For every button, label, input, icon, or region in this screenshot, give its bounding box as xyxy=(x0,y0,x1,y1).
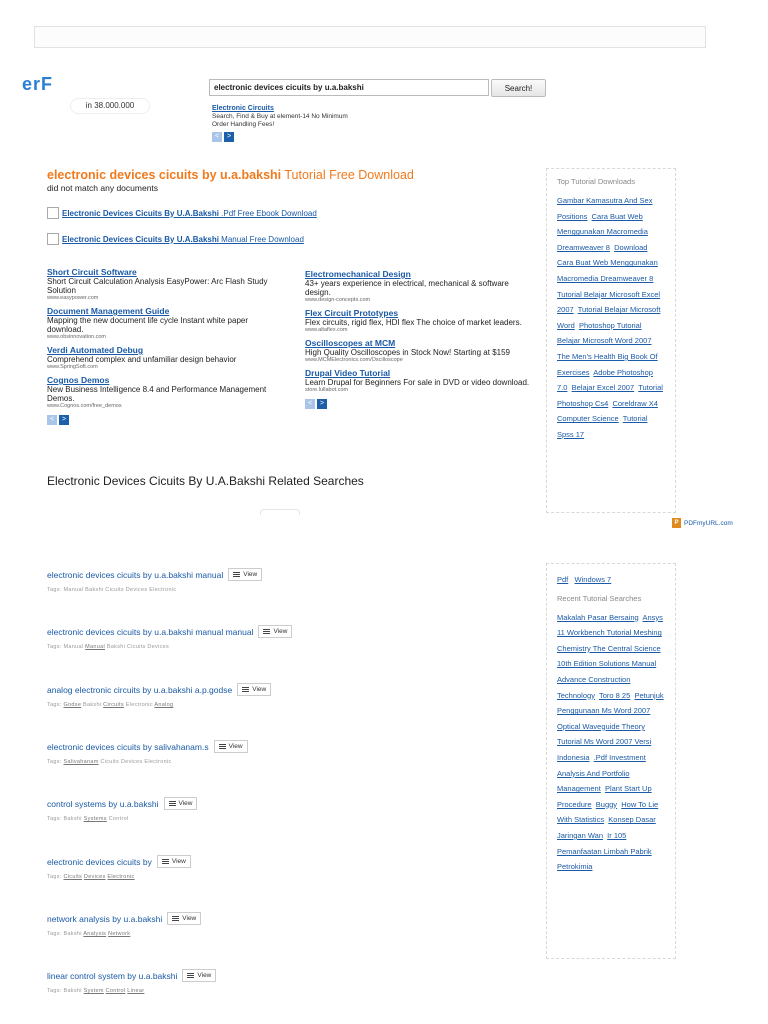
ad-url[interactable]: www.SpringSoft.com xyxy=(47,364,98,370)
list-icon xyxy=(169,801,176,806)
sidebar-link[interactable]: Tutorial Photoshop Cs4 xyxy=(557,383,663,408)
result-tags xyxy=(47,874,191,880)
result-item xyxy=(47,969,216,994)
tags-prefix: Tags: xyxy=(47,874,62,880)
result-title-link[interactable]: network analysis by u.a.bakshi xyxy=(47,913,163,924)
top-downloads-sidebar xyxy=(546,168,676,513)
tag[interactable]: Godse xyxy=(63,702,82,708)
tags-prefix: Tags: xyxy=(47,702,62,708)
checkbox[interactable] xyxy=(47,207,59,219)
sidebar-link[interactable]: Plant Start Up Procedure xyxy=(557,784,652,809)
top-ad-line2: Order Handling Fees! xyxy=(212,121,275,128)
tag: Devices xyxy=(147,644,170,650)
result-tags xyxy=(47,816,197,822)
result-row xyxy=(47,568,262,581)
sidebar-link[interactable]: The Men's Health Big Book Of Exercises xyxy=(557,351,658,377)
next-arrow-icon[interactable]: > xyxy=(224,132,234,142)
tag: Bakshi xyxy=(63,988,82,994)
result-tags xyxy=(47,702,271,708)
ad-item xyxy=(47,346,272,371)
tag: Cicuits xyxy=(105,587,124,593)
ad-url[interactable]: www.MCMElectronics.com/Oscilloscope xyxy=(305,357,403,363)
ad-title[interactable]: Short Circuit Software xyxy=(47,267,137,277)
tag: Bakshi xyxy=(106,644,126,650)
tags-prefix: Tags: xyxy=(47,931,62,937)
download-link-text[interactable]: Electronic Devices Cicuits By U.A.Bakshi Manual Free Download xyxy=(62,234,304,244)
ad-title[interactable]: Document Management Guide xyxy=(47,306,170,316)
ad-desc: New Business Intelligence 8.4 and Performance Management Demos. xyxy=(47,385,267,403)
download-link-text[interactable]: Electronic Devices Cicuits By U.A.Bakshi .Pdf Free Ebook Download xyxy=(62,208,317,218)
sidebar-link[interactable]: Makalah Pasar Bersaing xyxy=(557,612,639,622)
tag: Electronic xyxy=(125,702,153,708)
tag[interactable]: Network xyxy=(108,931,131,937)
result-row xyxy=(47,797,197,810)
list-icon xyxy=(242,687,249,692)
ads-left-pager xyxy=(47,415,272,425)
list-icon xyxy=(233,572,240,577)
result-tags xyxy=(47,587,262,593)
result-item xyxy=(47,740,248,765)
tags-prefix: Tags: xyxy=(47,988,62,994)
sidebar-link[interactable]: Computer Science xyxy=(557,414,619,424)
tag: Devices xyxy=(120,759,143,765)
view-label: View xyxy=(182,915,197,922)
sidebar-link[interactable]: Tutorial Belajar Microsoft Excel 2007 xyxy=(557,289,661,315)
ad-desc: Mapping the new document life cycle Instant white paper download. xyxy=(47,316,249,334)
sidebar-link[interactable]: Pemanfaatan Limbah Pabrik Petrokimia xyxy=(557,846,652,872)
view-label: View xyxy=(252,686,267,693)
list-icon xyxy=(263,629,270,634)
result-item xyxy=(47,797,197,822)
search-button[interactable]: Search! xyxy=(491,79,546,97)
result-title-link[interactable]: electronic devices cicuits by xyxy=(47,856,152,867)
ads-right-column xyxy=(305,270,530,409)
result-item xyxy=(47,683,271,708)
sidebar-link[interactable]: Ir 105 xyxy=(607,830,627,840)
sidebar-links xyxy=(557,193,665,443)
view-label: View xyxy=(273,628,288,635)
ad-item xyxy=(305,369,530,394)
tag: Cicuits xyxy=(100,759,120,765)
tag[interactable]: Analog xyxy=(154,702,174,708)
next-arrow-icon[interactable]: > xyxy=(317,399,327,409)
view-button[interactable] xyxy=(258,625,292,638)
tag[interactable]: Control xyxy=(105,988,126,994)
sidebar-link[interactable]: Ansys 11 Workbench Tutorial Meshing xyxy=(557,612,663,638)
prev-arrow-icon[interactable]: < xyxy=(47,415,57,425)
pdfmyurl-label: PDFmyURL.com xyxy=(684,519,733,527)
ad-url[interactable]: store.lullabot.com xyxy=(305,387,349,393)
sidebar-link[interactable]: Tutorial Spss 17 xyxy=(557,414,648,439)
result-item xyxy=(47,625,292,650)
sidebar-link[interactable]: Tutorial Ms Word 2007 Versi Indonesia xyxy=(557,737,652,762)
top-ad-title[interactable]: Electronic Circuits xyxy=(212,105,274,112)
sidebar-link[interactable]: Chemistry The Central Science 10th Edition Solutions Manual xyxy=(557,643,661,669)
sidebar-link[interactable]: Buggy xyxy=(595,799,618,809)
tag[interactable]: Linear xyxy=(127,988,145,994)
tag[interactable]: Salivahanam xyxy=(63,759,99,765)
view-button[interactable] xyxy=(237,683,271,696)
ad-item xyxy=(47,376,272,410)
view-button[interactable] xyxy=(164,797,198,810)
top-ad xyxy=(212,105,452,142)
result-title-link[interactable]: electronic devices cicuits by salivahanam.s xyxy=(47,741,209,752)
result-tags xyxy=(47,988,216,994)
result-row xyxy=(47,855,191,868)
ad-item xyxy=(305,339,530,364)
sidebar-link[interactable]: .Pdf Investment Analysis And Portfolio Management xyxy=(557,752,646,794)
tag[interactable]: Devices xyxy=(83,874,106,880)
download-link-1[interactable] xyxy=(47,207,317,219)
ad-title[interactable]: Cognos Demos xyxy=(47,375,110,385)
sidebar-link[interactable]: Tutorial Belajar Microsoft Word xyxy=(557,305,661,330)
ad-title[interactable]: Flex Circuit Prototypes xyxy=(305,308,399,318)
sidebar-lead-links xyxy=(557,572,665,588)
view-label: View xyxy=(197,972,212,979)
tag: Manual xyxy=(63,587,84,593)
tags-prefix: Tags: xyxy=(47,644,62,650)
related-searches-heading: Electronic Devices Cicuits By U.A.Bakshi Related Searches xyxy=(47,474,364,488)
view-button[interactable] xyxy=(182,969,216,982)
tag: Electronic xyxy=(144,759,172,765)
sidebar-link[interactable]: Petunjuk Penggunaan Ms Word 2007 xyxy=(557,690,664,716)
ad-title[interactable]: Verdi Automated Debug xyxy=(47,345,144,355)
view-button[interactable] xyxy=(214,740,248,753)
tag: Bakshi xyxy=(85,587,104,593)
ad-title[interactable]: Drupal Video Tutorial xyxy=(305,368,391,378)
sidebar-link[interactable]: Gambar Kamasutra And Sex Positions xyxy=(557,196,653,221)
prev-arrow-icon[interactable]: < xyxy=(212,132,222,142)
pdf-icon: P xyxy=(672,518,681,528)
ad-url[interactable]: www.obsinnovation.com xyxy=(47,334,107,340)
ad-url[interactable]: www.altaflex.com xyxy=(305,327,348,333)
top-ad-pager xyxy=(212,132,452,142)
no-match-text: did not match any documents xyxy=(47,183,159,193)
sidebar-link[interactable]: Toro 8 25 xyxy=(599,690,631,700)
result-item xyxy=(47,855,191,880)
view-button[interactable] xyxy=(157,855,191,868)
view-label: View xyxy=(171,858,186,865)
tag[interactable]: Systems xyxy=(83,816,107,822)
result-tags xyxy=(47,931,201,937)
sidebar-links xyxy=(557,610,665,875)
ad-item xyxy=(47,268,272,302)
ad-desc: 43+ years experience in electrical, mechanical & software design. xyxy=(305,279,509,297)
checkbox[interactable] xyxy=(47,233,59,245)
list-icon xyxy=(187,973,194,978)
ad-url[interactable]: www.easypower.com xyxy=(47,295,99,301)
result-title-link[interactable]: electronic devices cicuits by u.a.bakshi manual xyxy=(47,569,224,580)
page-headline xyxy=(47,168,414,182)
site-logo[interactable]: erF xyxy=(22,74,54,94)
tag: Bakshi xyxy=(83,702,102,708)
view-button[interactable] xyxy=(228,568,262,581)
ads-right-pager xyxy=(305,399,530,409)
collapse-tab[interactable] xyxy=(260,509,300,515)
sidebar-link[interactable]: Konsep Dasar Jaringan Wan xyxy=(557,815,656,840)
ad-url[interactable]: www.design-concepts.com xyxy=(305,297,371,303)
result-tags xyxy=(47,644,292,650)
sidebar-link[interactable]: Photoshop Tutorial Belajar Microsoft Word 2007 xyxy=(557,320,652,346)
list-icon xyxy=(172,916,179,921)
top-ad-line1: Search, Find & Buy at element-14 No Minimum xyxy=(212,113,348,120)
result-row xyxy=(47,740,248,753)
tags-prefix: Tags: xyxy=(47,759,62,765)
ad-item xyxy=(305,270,530,304)
sidebar-heading: Recent Tutorial Searches xyxy=(557,593,642,603)
result-row xyxy=(47,969,216,982)
tag: Bakshi xyxy=(63,816,82,822)
sidebar-link[interactable]: Pdf xyxy=(557,575,569,584)
result-title-link[interactable]: control systems by u.a.bakshi xyxy=(47,798,159,809)
ad-desc: Flex circuits, rigid flex, HDI flex The choice of market leaders. xyxy=(305,318,522,327)
result-row xyxy=(47,683,271,696)
ad-item xyxy=(47,307,272,341)
sidebar-link[interactable]: How To Lie With Statistics xyxy=(557,799,659,825)
result-title-link[interactable]: linear control system by u.a.bakshi xyxy=(47,970,178,981)
ad-desc: Comprehend complex and unfamiliar design behavior xyxy=(47,355,237,364)
search-input[interactable] xyxy=(209,79,489,96)
tag: Devices xyxy=(125,587,148,593)
result-item xyxy=(47,912,201,937)
tag: Electronic xyxy=(149,587,177,593)
ad-item xyxy=(305,309,530,334)
ad-desc: High Quality Oscilloscopes in Stock Now! Starting at $159 xyxy=(305,348,510,357)
list-icon xyxy=(162,859,169,864)
result-title-link[interactable]: electronic devices cicuits by u.a.bakshi manual manual xyxy=(47,626,254,637)
tags-prefix: Tags: xyxy=(47,816,62,822)
recent-searches-sidebar xyxy=(546,563,676,959)
sidebar-link[interactable]: Windows 7 xyxy=(574,575,612,584)
tag[interactable]: Circuits xyxy=(103,702,124,708)
list-icon xyxy=(219,744,226,749)
pdfmyurl-badge[interactable] xyxy=(672,518,733,528)
top-banner-bar xyxy=(34,26,706,48)
tag: Cicuits xyxy=(126,644,146,650)
tag[interactable]: System xyxy=(83,988,104,994)
view-button[interactable] xyxy=(167,912,201,925)
tag: Control xyxy=(108,816,129,822)
sidebar-link[interactable]: Optical Waveguide Theory xyxy=(557,721,645,731)
sidebar-link[interactable]: Belajar Excel 2007 xyxy=(571,383,635,393)
tags-prefix: Tags: xyxy=(47,587,62,593)
download-link-2[interactable] xyxy=(47,233,304,245)
tag[interactable]: Analysis xyxy=(83,931,107,937)
prev-arrow-icon[interactable]: < xyxy=(305,399,315,409)
ad-url[interactable]: www.Cognos.com/free_demos xyxy=(47,403,122,409)
sidebar-link[interactable]: Download Cara Buat Web Menggunakan Macromedia Dreamweaver 8 xyxy=(557,242,658,283)
tag: Bakshi xyxy=(63,931,82,937)
sidebar-link[interactable]: Coreldraw X4 xyxy=(612,398,658,408)
sidebar-link[interactable]: Advance Construction Technology xyxy=(557,674,631,700)
sidebar-link[interactable]: Cara Buat Web Menggunakan Macromedia Dreamweaver 8 xyxy=(557,211,648,252)
result-item xyxy=(47,568,262,593)
view-label: View xyxy=(243,571,258,578)
tag[interactable]: Electronic xyxy=(107,874,135,880)
view-label: View xyxy=(178,800,193,807)
tag: Manual xyxy=(63,644,84,650)
ads-left-column xyxy=(47,268,272,425)
result-row xyxy=(47,625,292,638)
ad-title[interactable]: Electromechanical Design xyxy=(305,269,411,279)
headline-query: electronic devices cicuits by u.a.bakshi xyxy=(47,168,282,182)
result-tags xyxy=(47,759,248,765)
result-row xyxy=(47,912,201,925)
ad-desc: Short Circuit Calculation Analysis EasyPower: Arc Flash Study Solution xyxy=(47,277,268,295)
ad-title[interactable]: Oscilloscopes at MCM xyxy=(305,338,396,348)
tag[interactable]: Manual xyxy=(85,644,105,650)
view-label: View xyxy=(228,743,243,750)
next-arrow-icon[interactable]: > xyxy=(59,415,69,425)
sidebar-heading: Top Tutorial Downloads xyxy=(557,177,635,186)
ad-desc: Learn Drupal for Beginners For sale in DVD or video download. xyxy=(305,378,530,387)
headline-suffix: Tutorial Free Download xyxy=(281,168,414,182)
sidebar-link[interactable]: Adobe Photoshop 7.0 xyxy=(557,367,653,393)
result-title-link[interactable]: analog electronic circuits by u.a.bakshi a.p.godse xyxy=(47,684,233,695)
document-count-badge: in 38.000.000 xyxy=(70,98,150,114)
tag[interactable]: Cicuits xyxy=(63,874,83,880)
